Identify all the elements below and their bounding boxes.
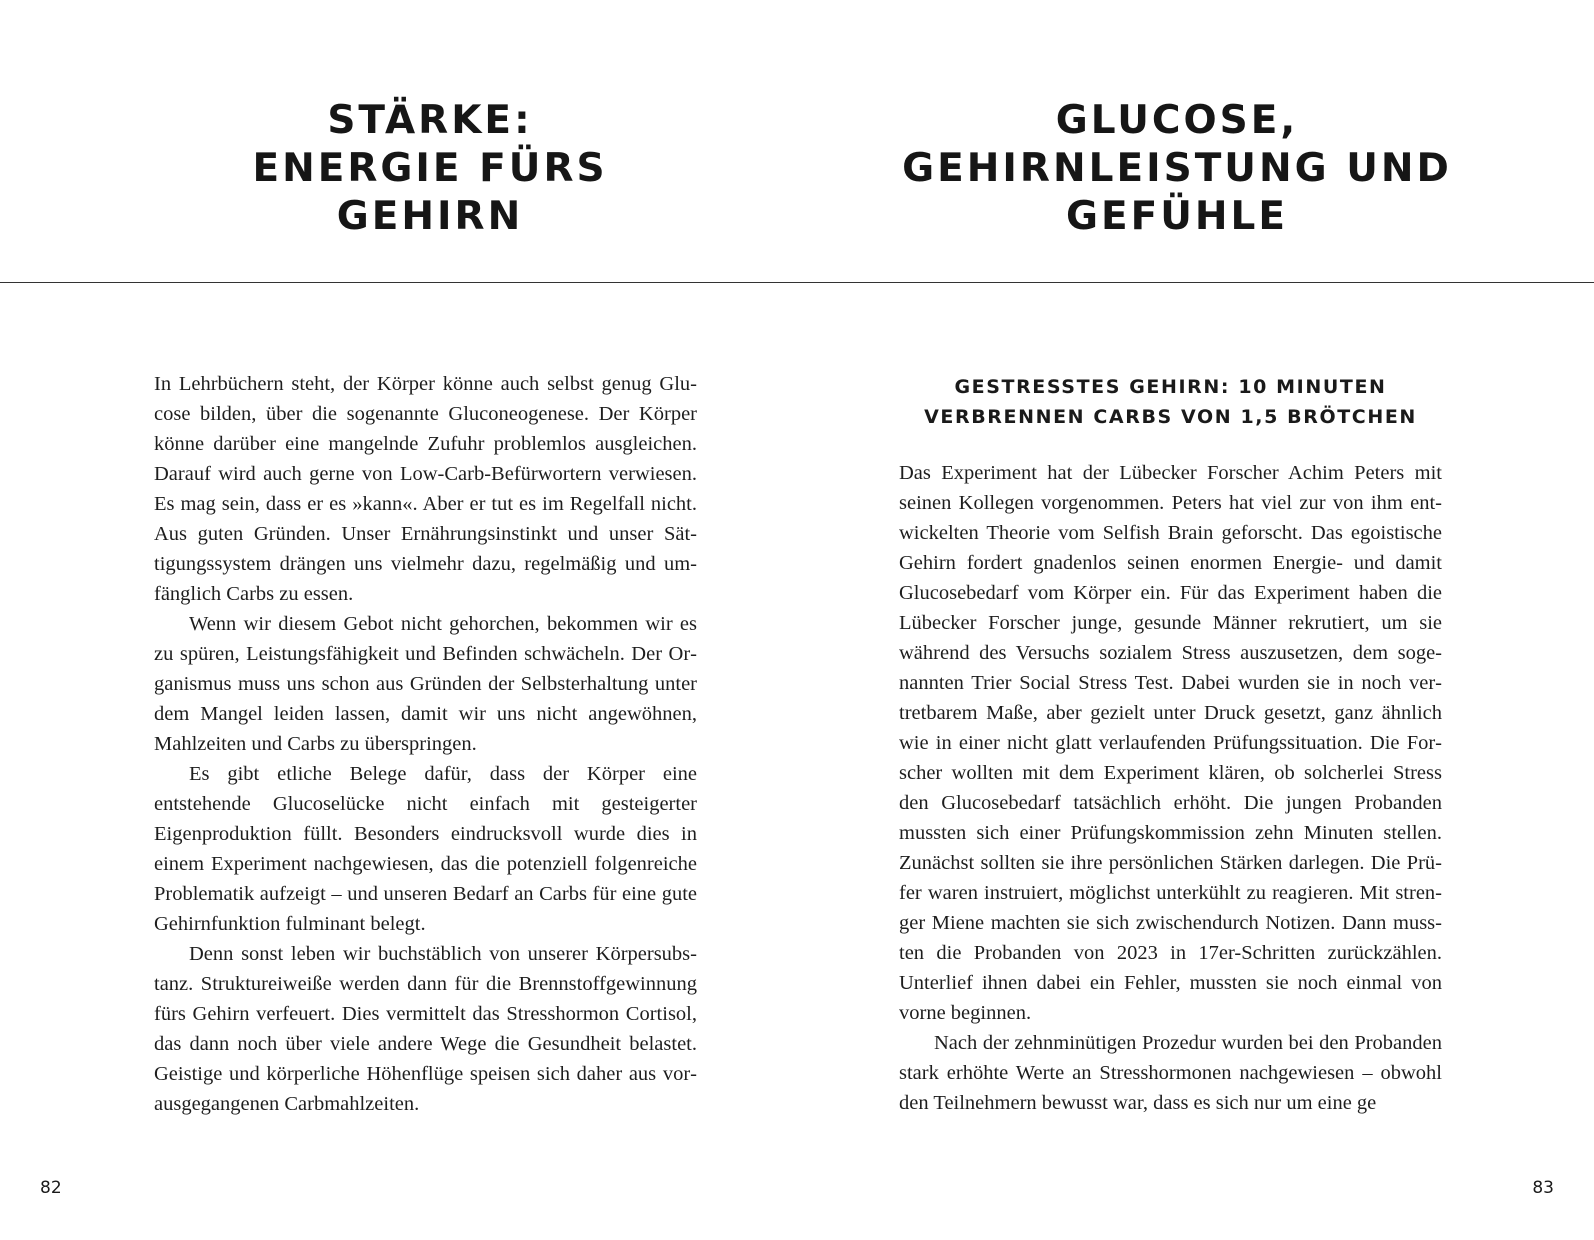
left-title-line: ENERGIE FÜRS [252, 146, 608, 191]
section-heading [899, 372, 1442, 432]
header-divider [0, 282, 1594, 283]
left-chapter-title [120, 97, 740, 241]
paragraph: In Lehrbüchern steht, der Körper könne auch selbst genug Glucose bilden, über die sogenannte Gluconeogenese. Der Körper könne darüber eine mangelnde Zufuhr problemlos ausgleichen. Darauf wird auch gerne von Low-Carb-Befürwortern verwiesen. Es mag sein, dass er es »kann«. Aber er tut es im Regelfall nicht. Aus guten Gründen. Unser Ernährungsinstinkt und unser Sättigungssystem drängen uns vielmehr dazu, regelmäßig und umfänglich Carbs zu essen. [154, 373, 697, 605]
right-body-text [899, 458, 1442, 1118]
section-heading-line: VERBRENNEN CARBS VON 1,5 BRÖTCHEN [924, 406, 1417, 428]
paragraph: Das Experiment hat der Lübecker Forscher Achim Peters mit seinen Kollegen vorgenommen. Peters hat viel zur von ihm entwickelten Theorie vom Selfish Brain geforscht. Das egoistische Gehirn fordert gnadenlos seinen enormen Energie- und damit Glucosebedarf vom Körper ein. Für das Experiment haben die Lübecker Forscher junge, gesunde Männer rekrutiert, um sie während des Versuchs sozialem Stress auszusetzen, dem sogenannten Trier Social Stress Test. Dabei wurden sie in noch vertretbarem Maße, aber gezielt unter Druck gesetzt, ganz ähnlich wie in einer nicht glatt verlaufenden Prüfungssituation. Die Forscher wollten mit dem Experiment klären, ob solcherlei Stress den Glucosebedarf tatsächlich erhöht. Die jungen Probanden mussten sich einer Prüfungskommission zehn Minuten stellen. Zunächst sollten sie ihre persönlichen Stärken darlegen. Die Prüfer waren instruiert, möglichst unterkühlt zu reagieren. Mit strenger Miene machten sie sich zwischendurch Notizen. Dann mussten die Probanden von 2023 in 17er-Schritten zurückzählen. Unterlief ihnen dabei ein Fehler, mussten sie noch einmal von vorne beginnen. [899, 462, 1442, 1024]
paragraph: Wenn wir diesem Gebot nicht gehorchen, bekommen wir es zu spüren, Leistungsfähigkeit und Befinden schwächeln. Der Organismus muss uns schon aus Gründen der Selbsterhaltung unter dem Mangel leiden lassen, damit wir uns nicht angewöhnen, Mahlzeiten und Carbs zu überspringen. [154, 613, 697, 755]
paragraph: Denn sonst leben wir buchstäblich von unserer Körpersubstanz. Struktureiweiße werden dann für die Brennstoffgewinnung fürs Gehirn verfeuert. Dies vermittelt das Stresshormon Cortisol, das dann noch über viele andere Wege die Gesundheit belastet. Geistige und körperliche Höhenflüge speisen sich daher aus vorausgegangenen Carbmahlzeiten. [154, 943, 697, 1115]
right-chapter-title [857, 97, 1497, 241]
section-heading-line: GESTRESSTES GEHIRN: 10 MINUTEN [954, 376, 1387, 398]
paragraph: Es gibt etliche Belege dafür, dass der Körper eine entstehende Glucoselücke nicht einfach mit gesteigerter Eigenproduktion füllt. Besonders eindrucksvoll wurde dies in einem Experiment nachgewiesen, das die potenziell folgenreiche Problematik aufzeigt – und unseren Bedarf an Carbs für eine gute Gehirnfunktion fulminant belegt. [154, 763, 697, 935]
left-body-text [154, 369, 697, 1119]
right-title-line: GEHIRNLEISTUNG UND [902, 146, 1452, 191]
page-number-right: 83 [1532, 1178, 1554, 1198]
right-title-line: GEFÜHLE [1065, 194, 1289, 239]
right-page [797, 0, 1594, 1240]
page-number-left: 82 [40, 1178, 62, 1198]
right-title-line: GLUCOSE, [1055, 98, 1299, 143]
left-title-line: GEHIRN [336, 194, 524, 239]
paragraph: Nach der zehnminütigen Prozedur wurden bei den Probanden stark erhöhte Werte an Stresshormonen nachgewiesen – obwohl den Teilnehmern bewusst war, dass es sich nur um eine ge [899, 1032, 1442, 1114]
left-title-line: STÄRKE: [327, 98, 533, 143]
